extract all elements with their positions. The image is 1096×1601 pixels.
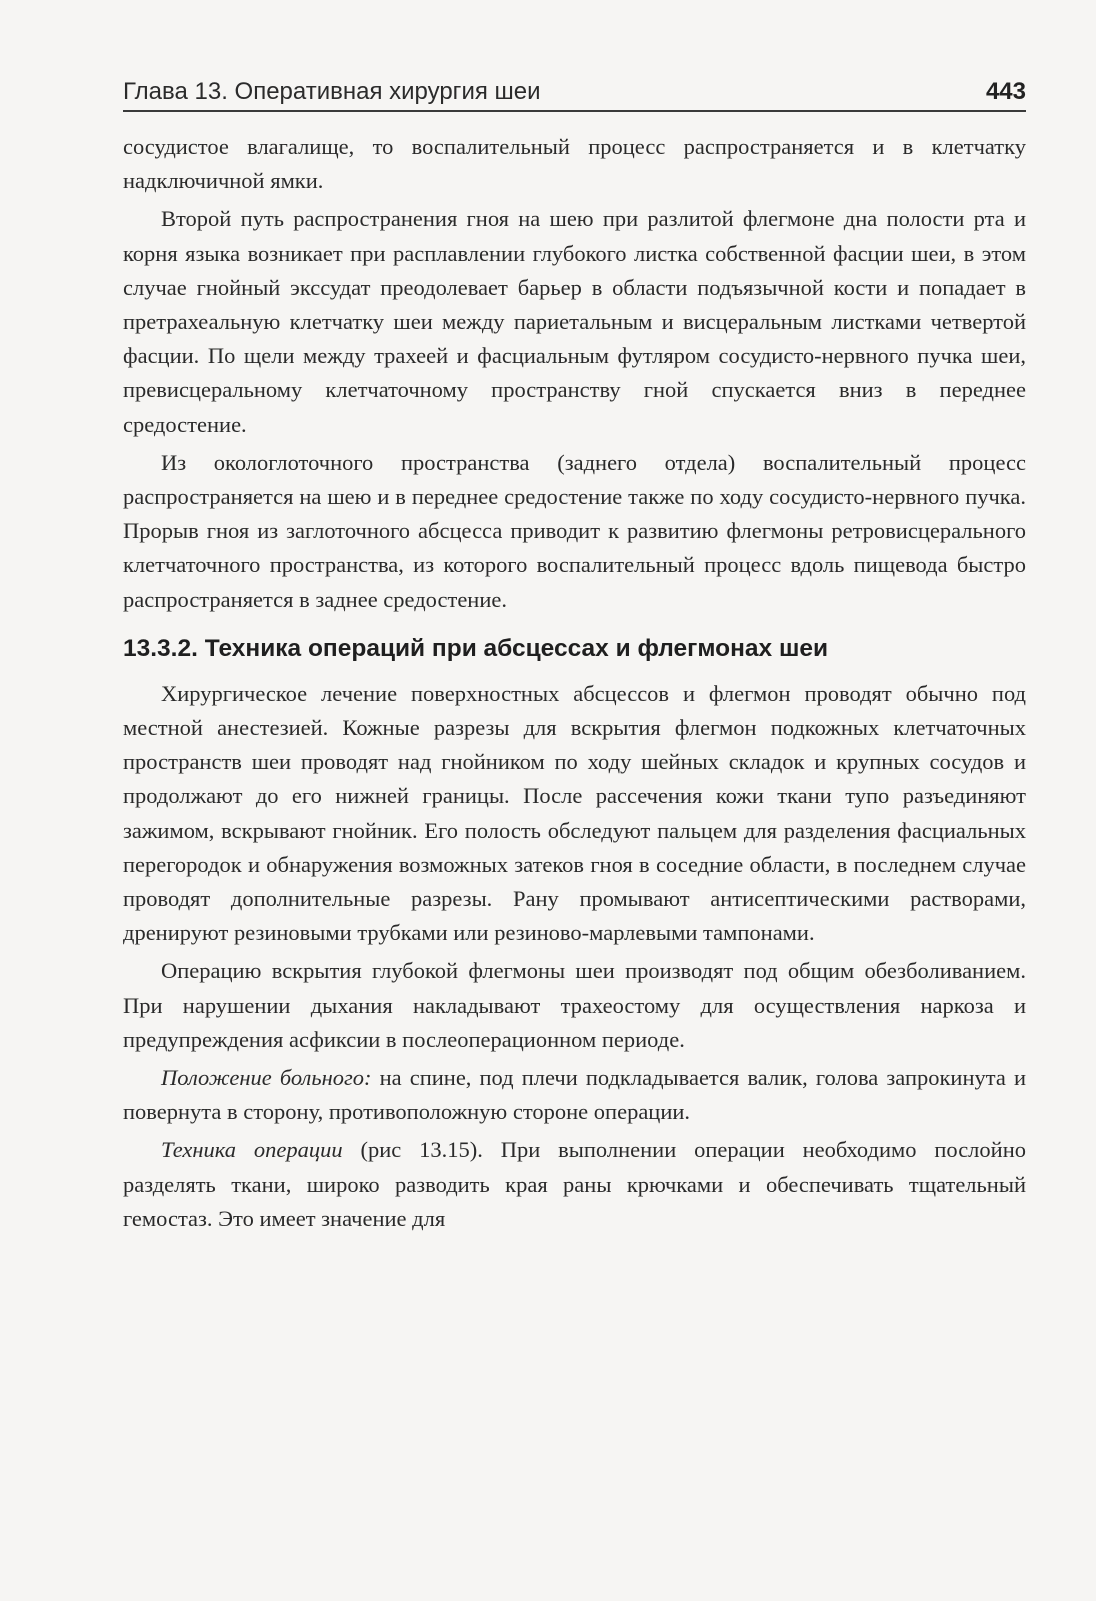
paragraph-2: Второй путь распространения гноя на шею при разлитой флегмоне дна полости рта и корня языка возникает при расплавлении глубокого листка собственной фасции шеи, в этом случае гнойный экссудат преодолевает барьер в области подъязычной кости и попадает в претрахеальную клетчатку шеи между париетальным и висцеральным листками четвертой фасции. По щели между трахеей и фасциальным футляром сосудисто-нервного пучка шеи, превисцеральному клетчаточному пространству гной спускается вниз в переднее средостение. [123,206,1026,437]
paragraph-5: Операцию вскрытия глубокой флегмоны шеи производят под общим обезболиванием. При нарушении дыхания накладывают трахеостому для осуществления наркоза и предупреждения асфиксии в послеоперационном периоде. [123,958,1026,1052]
paragraph-7 [123,1133,1026,1236]
technique-text: (рис 13.15). При выполнении операции необходимо послойно разделять ткани, широко разводить края раны крючками и обеспечивать тщательный гемостаз. Это имеет значение для [123,1137,1026,1231]
chapter-title: Глава 13. Оперативная хирургия шеи [123,78,541,105]
patient-position-text: на спине, под плечи подкладывается валик, голова запрокинута и повернута в сторону, противоположную стороне операции. [123,1065,1026,1125]
patient-position-label: Положение больного: [161,1065,372,1091]
paragraph-4: Хирургическое лечение поверхностных абсцессов и флегмон проводят обычно под местной анестезией. Кожные разрезы для вскрытия флегмон подкожных клетчаточных пространств шеи проводят над гнойником по ходу шейных складок и крупных сосудов и продолжают до его нижней границы. После рассечения кожи ткани тупо разъединяют зажимом, вскрывают гнойник. Его полость обследуют пальцем для разделения фасциальных перегородок и обнаружения возможных затеков гноя в соседние области, в последнем случае проводят дополнительные разрезы. Рану промывают антисептическими растворами, дренируют резиновыми трубками или резиново-марлевыми тампонами. [123,680,1026,946]
running-header [123,78,1026,106]
section-heading: 13.3.2. Техника операций при абсцессах и флегмонах шеи [123,634,829,662]
paragraph-1: сосудистое влагалище, то воспалительный процесс распространяется и в клетчатку надключичной ямки. [123,134,1026,194]
page-body [123,130,1026,1236]
paragraph-6 [123,1061,1026,1129]
header-rule [123,110,1026,112]
page-number: 443 [985,78,1026,105]
paragraph-3: Из окологлоточного пространства (заднего отдела) воспалительный процесс распространяется на шею и в переднее средостение также по ходу сосудисто-нервного пучка. Прорыв гноя из заглоточного абсцесса приводит к развитию флегмоны ретровисцерального клетчаточного пространства, из которого воспалительный процесс вдоль пищевода быстро распространяется в заднее средостение. [123,449,1026,612]
technique-label: Техника операции [161,1137,343,1163]
